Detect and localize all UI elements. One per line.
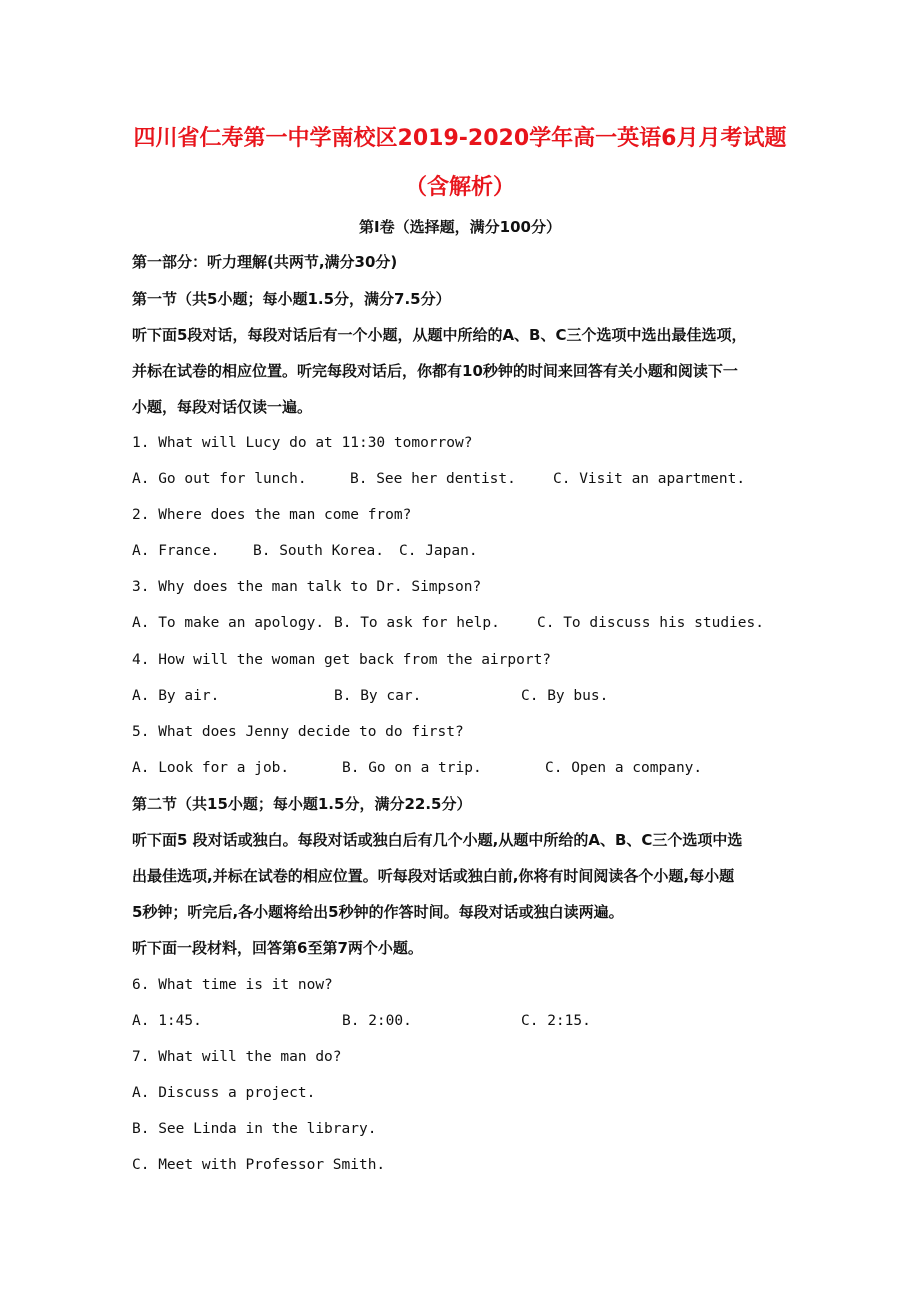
q5-option-b: B. Go on a trip. — [342, 760, 482, 776]
section1-instruction-line-1: 听下面5段对话，每段对话后有一个小题，从题中所给的A、B、C三个选项中选出最佳选项， — [132, 326, 747, 344]
section2-instruction-line-3: 5秒钟；听完后,各小题将给出5秒钟的作答时间。每段对话或独白读两遍。 — [132, 903, 624, 921]
q3-option-a: A. To make an apology. — [132, 615, 325, 631]
q1-option-c: C. Visit an apartment. — [553, 471, 746, 487]
q7-option-c: C. Meet with Professor Smith. — [132, 1157, 386, 1173]
q2-option-c: C. Japan. — [399, 543, 478, 559]
question-7: 7. What will the man do? — [132, 1049, 342, 1065]
section1-instruction-line-2: 并标在试卷的相应位置。听完每段对话后，你都有10秒钟的时间来回答有关小题和阅读下一 — [132, 362, 738, 380]
q1-option-b: B. See her dentist. — [350, 471, 516, 487]
q4-option-a: A. By air. — [132, 688, 220, 704]
q6-option-a: A. 1:45. — [132, 1013, 202, 1029]
question-4: 4. How will the woman get back from the airport? — [132, 652, 552, 668]
q6-option-b: B. 2:00. — [342, 1013, 412, 1029]
section1-instruction-line-3: 小题，每段对话仅读一遍。 — [132, 398, 313, 416]
q7-option-a: A. Discuss a project. — [132, 1085, 316, 1101]
q5-option-c: C. Open a company. — [545, 760, 703, 776]
section1-heading: 第一节（共5小题；每小题1.5分，满分7.5分） — [132, 290, 451, 308]
question-3: 3. Why does the man talk to Dr. Simpson? — [132, 579, 482, 595]
material-note: 听下面一段材料，回答第6至第7两个小题。 — [132, 939, 423, 957]
section2-instruction-line-1: 听下面5 段对话或独白。每段对话或独白后有几个小题,从题中所给的A、B、C三个选项中选 — [132, 831, 743, 849]
question-6: 6. What time is it now? — [132, 977, 333, 993]
q2-option-a: A. France. — [132, 543, 220, 559]
q2-option-b: B. South Korea. — [253, 543, 384, 559]
q7-option-b: B. See Linda in the library. — [132, 1121, 377, 1137]
q3-option-b: B. To ask for help. — [334, 615, 500, 631]
q6-option-c: C. 2:15. — [521, 1013, 591, 1029]
question-1: 1. What will Lucy do at 11:30 tomorrow? — [132, 435, 473, 451]
part1-heading: 第一部分：听力理解(共两节,满分30分) — [132, 253, 398, 271]
question-2: 2. Where does the man come from? — [132, 507, 412, 523]
q4-option-b: B. By car. — [334, 688, 422, 704]
q4-option-c: C. By bus. — [521, 688, 609, 704]
section2-heading: 第二节（共15小题；每小题1.5分，满分22.5分） — [132, 795, 472, 813]
question-5: 5. What does Jenny decide to do first? — [132, 724, 464, 740]
q5-option-a: A. Look for a job. — [132, 760, 290, 776]
exam-title-line-2: （含解析） — [404, 175, 515, 200]
section2-instruction-line-2: 出最佳选项,并标在试卷的相应位置。听每段对话或独白前,你将有时间阅读各个小题,每小题 — [132, 867, 735, 885]
q3-option-c: C. To discuss his studies. — [537, 615, 764, 631]
volume-heading: 第Ⅰ卷（选择题，满分100分） — [359, 218, 561, 236]
exam-title-line-1: 四川省仁寿第一中学南校区2019-2020学年高一英语6月月考试题 — [133, 126, 787, 151]
q1-option-a: A. Go out for lunch. — [132, 471, 307, 487]
